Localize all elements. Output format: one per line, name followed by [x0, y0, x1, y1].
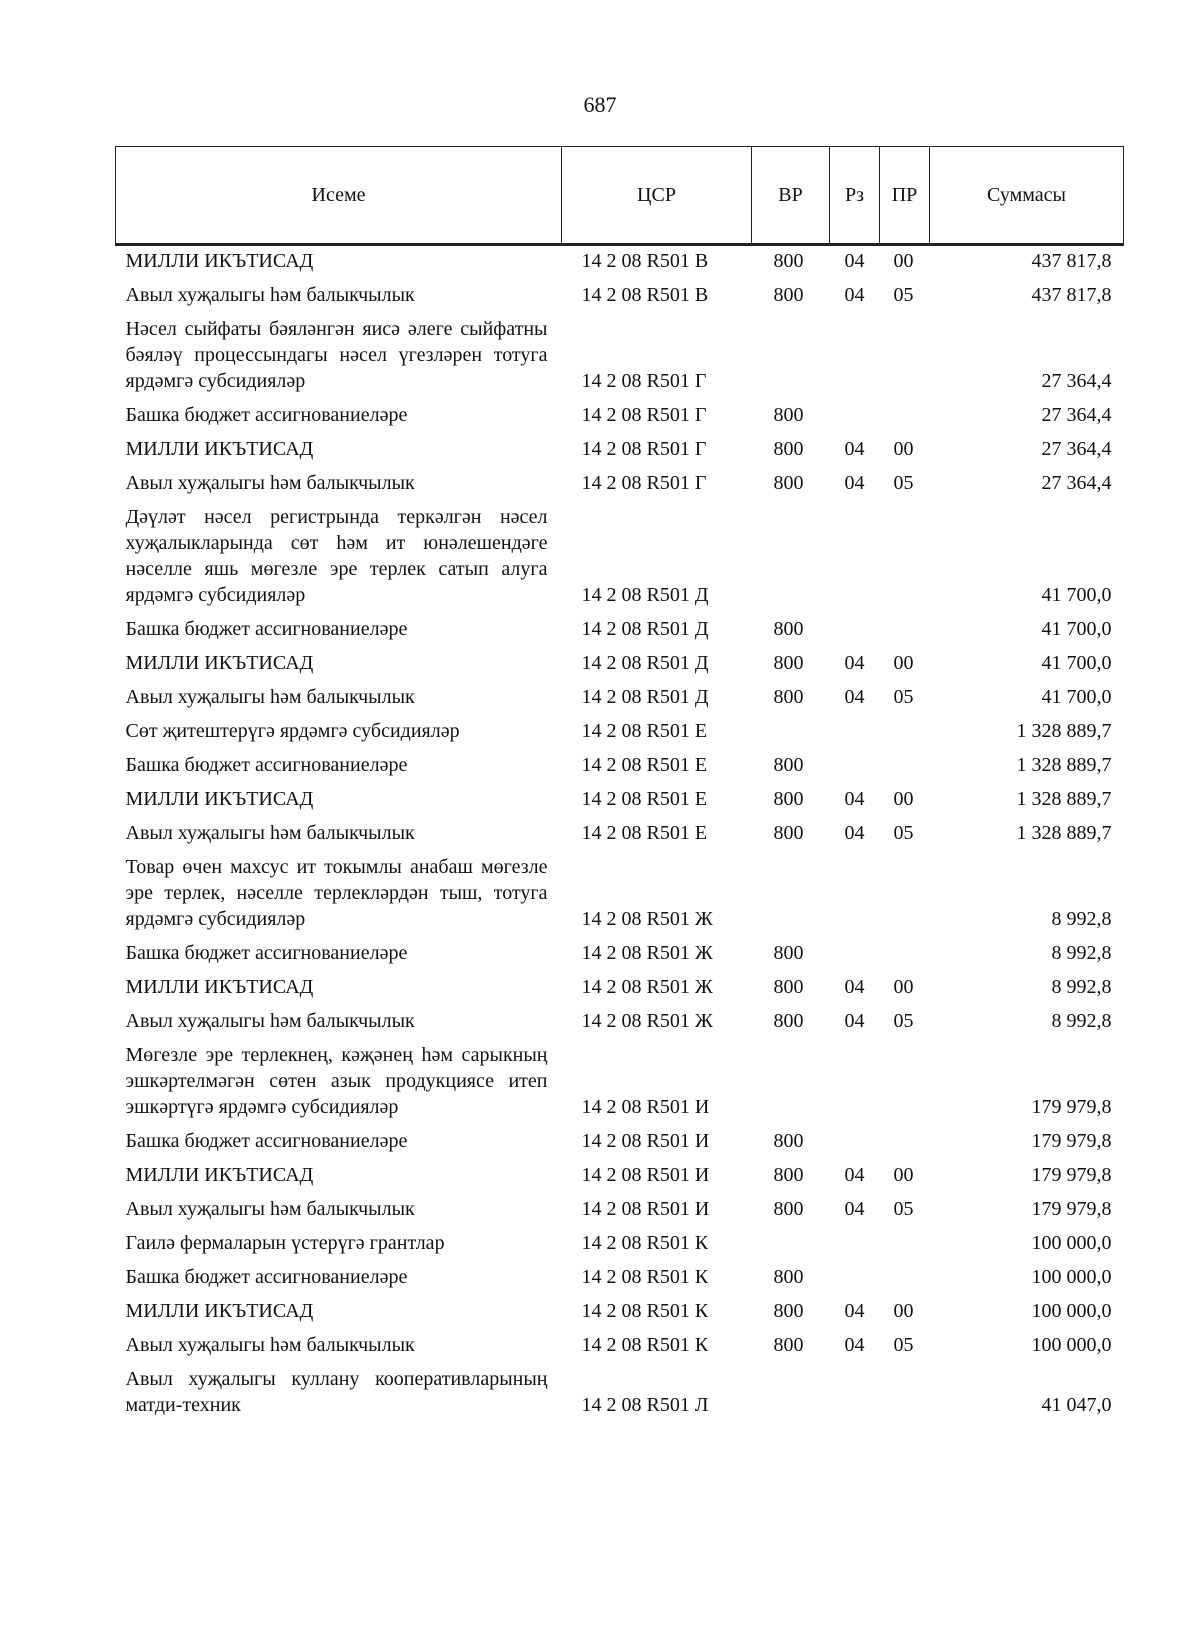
cell-csr: 14 2 08 R501 Г [581, 438, 707, 460]
cell-vr [752, 1226, 830, 1260]
table-row [116, 1328, 1124, 1362]
cell-name: МИЛЛИ ИКЪТИСАД [125, 652, 314, 674]
cell-pr [880, 398, 930, 432]
cell-name: Нәсел сыйфаты бәяләнгән яисә әлеге сыйфатны бәяләү процессындагы нәсел үгезләрен тотуга ярдәмгә субсидияләр [125, 318, 548, 392]
cell-name: Товар өчен махсус ит токымлы анабаш мөгезле эре терлек, нәселле терлекләрдән тыш, тотуга ярдәмгә субсидияләр [125, 856, 548, 930]
budget-table [115, 146, 1124, 1422]
header-vr: ВР [752, 147, 830, 245]
header-name: Исеме [116, 147, 562, 245]
table-row [116, 646, 1124, 680]
cell-rz [830, 398, 880, 432]
cell-rz: 04 [844, 250, 865, 272]
cell-rz: 04 [844, 472, 865, 494]
cell-csr: 14 2 08 R501 Е [581, 754, 708, 776]
cell-vr: 800 [773, 618, 804, 640]
cell-vr: 800 [773, 1266, 804, 1288]
cell-vr: 800 [773, 942, 804, 964]
cell-pr [880, 1038, 930, 1124]
cell-vr: 800 [773, 754, 804, 776]
cell-name: МИЛЛИ ИКЪТИСАД [125, 250, 314, 272]
cell-vr [752, 312, 830, 398]
cell-vr [752, 500, 830, 612]
cell-sum: 100 000,0 [1031, 1300, 1112, 1322]
cell-vr: 800 [773, 1198, 804, 1220]
table-row [116, 612, 1124, 646]
cell-sum: 41 700,0 [1041, 584, 1112, 606]
cell-pr: 05 [893, 1334, 914, 1356]
cell-vr: 800 [773, 1164, 804, 1186]
cell-pr [880, 850, 930, 936]
table-header [116, 147, 1124, 245]
cell-vr: 800 [773, 1130, 804, 1152]
cell-pr [880, 612, 930, 646]
cell-vr [752, 1038, 830, 1124]
cell-rz: 04 [844, 1164, 865, 1186]
cell-csr: 14 2 08 R501 В [581, 250, 709, 272]
cell-vr [752, 1362, 830, 1422]
cell-sum: 1 328 889,7 [1016, 822, 1112, 844]
cell-name: МИЛЛИ ИКЪТИСАД [125, 788, 314, 810]
cell-sum: 8 992,8 [1051, 908, 1112, 930]
cell-rz [830, 1260, 880, 1294]
cell-csr: 14 2 08 R501 Д [581, 686, 709, 708]
cell-csr: 14 2 08 R501 Г [581, 404, 707, 426]
cell-name: Сөт җитештерүгә ярдәмгә субсидияләр [125, 720, 460, 742]
cell-sum: 437 817,8 [1031, 250, 1112, 272]
cell-csr: 14 2 08 R501 Ж [581, 908, 713, 930]
cell-name: Башка бюджет ассигнованиеләре [125, 754, 408, 776]
cell-sum: 8 992,8 [1051, 976, 1112, 998]
cell-vr: 800 [773, 822, 804, 844]
header-pr: ПР [880, 147, 930, 245]
table-row [116, 466, 1124, 500]
cell-pr: 00 [893, 250, 914, 272]
cell-name: МИЛЛИ ИКЪТИСАД [125, 1300, 314, 1322]
cell-vr [752, 850, 830, 936]
cell-name: Мөгезле эре терлекнең, кәҗәнең һәм сарыкның эшкәртелмәгән сөтен азык продукциясе итеп эшкәртүгә ярдәмгә субсидияләр [125, 1044, 548, 1118]
cell-pr [880, 936, 930, 970]
cell-rz [830, 500, 880, 612]
cell-csr: 14 2 08 R501 К [581, 1300, 709, 1322]
cell-sum: 1 328 889,7 [1016, 788, 1112, 810]
cell-pr [880, 748, 930, 782]
cell-sum: 100 000,0 [1031, 1266, 1112, 1288]
table-row [116, 278, 1124, 312]
cell-rz: 04 [844, 976, 865, 998]
cell-csr: 14 2 08 R501 К [581, 1232, 709, 1254]
cell-pr: 05 [893, 1010, 914, 1032]
cell-rz: 04 [844, 652, 865, 674]
cell-name: Башка бюджет ассигнованиеләре [125, 404, 408, 426]
cell-name: Авыл хуҗалыгы һәм балыкчылык [125, 1334, 415, 1356]
cell-name: Авыл хуҗалыгы һәм балыкчылык [125, 686, 415, 708]
cell-name: Башка бюджет ассигнованиеләре [125, 618, 408, 640]
cell-csr: 14 2 08 R501 И [581, 1164, 710, 1186]
cell-csr: 14 2 08 R501 Г [581, 370, 707, 392]
table-row [116, 714, 1124, 748]
cell-sum: 179 979,8 [1031, 1096, 1112, 1118]
table-row [116, 1226, 1124, 1260]
cell-pr [880, 312, 930, 398]
cell-rz [830, 748, 880, 782]
cell-csr: 14 2 08 R501 Д [581, 584, 709, 606]
cell-csr: 14 2 08 R501 К [581, 1334, 709, 1356]
table-row [116, 312, 1124, 398]
cell-rz [830, 1124, 880, 1158]
cell-vr: 800 [773, 472, 804, 494]
cell-vr: 800 [773, 1300, 804, 1322]
table-row [116, 1158, 1124, 1192]
header-csr: ЦСР [562, 147, 752, 245]
cell-vr: 800 [773, 1010, 804, 1032]
cell-sum: 27 364,4 [1041, 370, 1112, 392]
cell-sum: 41 047,0 [1041, 1394, 1112, 1416]
cell-vr: 800 [773, 652, 804, 674]
cell-pr [880, 1260, 930, 1294]
cell-pr: 05 [893, 822, 914, 844]
cell-sum: 27 364,4 [1041, 472, 1112, 494]
cell-sum: 27 364,4 [1041, 404, 1112, 426]
cell-rz [830, 312, 880, 398]
cell-pr: 05 [893, 472, 914, 494]
cell-csr: 14 2 08 R501 Е [581, 788, 708, 810]
table-row [116, 1004, 1124, 1038]
table-row [116, 398, 1124, 432]
cell-name: МИЛЛИ ИКЪТИСАД [125, 438, 314, 460]
cell-rz: 04 [844, 438, 865, 460]
cell-rz [830, 936, 880, 970]
table-row [116, 816, 1124, 850]
cell-sum: 41 700,0 [1041, 686, 1112, 708]
cell-csr: 14 2 08 R501 Е [581, 822, 708, 844]
cell-sum: 41 700,0 [1041, 652, 1112, 674]
cell-pr: 00 [893, 976, 914, 998]
page-number: 687 [583, 92, 617, 117]
cell-rz: 04 [844, 1300, 865, 1322]
cell-pr [880, 500, 930, 612]
cell-csr: 14 2 08 R501 В [581, 284, 709, 306]
cell-sum: 179 979,8 [1031, 1198, 1112, 1220]
table-row [116, 936, 1124, 970]
cell-rz [830, 1362, 880, 1422]
cell-pr: 00 [893, 438, 914, 460]
cell-name: Авыл хуҗалыгы һәм балыкчылык [125, 1198, 415, 1220]
cell-rz: 04 [844, 822, 865, 844]
cell-pr: 05 [893, 284, 914, 306]
cell-name: Авыл хуҗалыгы һәм балыкчылык [125, 472, 415, 494]
cell-rz [830, 850, 880, 936]
cell-pr: 05 [893, 1198, 914, 1220]
cell-vr: 800 [773, 438, 804, 460]
cell-name: МИЛЛИ ИКЪТИСАД [125, 1164, 314, 1186]
cell-name: Авыл хуҗалыгы һәм балыкчылык [125, 284, 415, 306]
cell-name: Гаилә фермаларын үстерүгә грантлар [125, 1232, 445, 1254]
cell-rz: 04 [844, 1334, 865, 1356]
table-row [116, 432, 1124, 466]
cell-rz [830, 1038, 880, 1124]
cell-name: Башка бюджет ассигнованиеләре [125, 1266, 408, 1288]
cell-csr: 14 2 08 R501 И [581, 1096, 710, 1118]
cell-name: Башка бюджет ассигнованиеләре [125, 942, 408, 964]
cell-csr: 14 2 08 R501 Е [581, 720, 708, 742]
table-row [116, 1038, 1124, 1124]
cell-vr: 800 [773, 788, 804, 810]
header-sum: Суммасы [930, 147, 1124, 245]
table-row [116, 1362, 1124, 1422]
cell-sum: 100 000,0 [1031, 1232, 1112, 1254]
cell-csr: 14 2 08 R501 Г [581, 472, 707, 494]
table-row [116, 850, 1124, 936]
cell-rz: 04 [844, 1010, 865, 1032]
table-row [116, 500, 1124, 612]
cell-sum: 437 817,8 [1031, 284, 1112, 306]
cell-vr: 800 [773, 250, 804, 272]
cell-vr: 800 [773, 1334, 804, 1356]
table-row [116, 1260, 1124, 1294]
cell-rz [830, 1226, 880, 1260]
cell-csr: 14 2 08 R501 Д [581, 652, 709, 674]
table-row [116, 680, 1124, 714]
cell-csr: 14 2 08 R501 Ж [581, 976, 713, 998]
cell-pr [880, 1124, 930, 1158]
cell-rz [830, 612, 880, 646]
cell-sum: 41 700,0 [1041, 618, 1112, 640]
cell-pr: 00 [893, 652, 914, 674]
table-row [116, 1294, 1124, 1328]
cell-sum: 179 979,8 [1031, 1164, 1112, 1186]
cell-vr: 800 [773, 686, 804, 708]
cell-sum: 8 992,8 [1051, 942, 1112, 964]
cell-vr: 800 [773, 284, 804, 306]
cell-pr [880, 714, 930, 748]
cell-csr: 14 2 08 R501 И [581, 1130, 710, 1152]
cell-name: Авыл хуҗалыгы һәм балыкчылык [125, 1010, 415, 1032]
cell-name: Авыл хуҗалыгы һәм балыкчылык [125, 822, 415, 844]
cell-rz: 04 [844, 788, 865, 810]
cell-pr [880, 1226, 930, 1260]
table-row [116, 748, 1124, 782]
table-row [116, 782, 1124, 816]
cell-name: МИЛЛИ ИКЪТИСАД [125, 976, 314, 998]
cell-csr: 14 2 08 R501 Л [581, 1394, 709, 1416]
cell-pr: 05 [893, 686, 914, 708]
table-row [116, 1192, 1124, 1226]
table-row [116, 970, 1124, 1004]
cell-sum: 1 328 889,7 [1016, 720, 1112, 742]
cell-csr: 14 2 08 R501 К [581, 1266, 709, 1288]
cell-csr: 14 2 08 R501 Д [581, 618, 709, 640]
cell-rz [830, 714, 880, 748]
cell-rz: 04 [844, 686, 865, 708]
cell-csr: 14 2 08 R501 Ж [581, 942, 713, 964]
cell-sum: 100 000,0 [1031, 1334, 1112, 1356]
cell-pr: 00 [893, 1300, 914, 1322]
header-rz: Рз [830, 147, 880, 245]
cell-csr: 14 2 08 R501 Ж [581, 1010, 713, 1032]
cell-vr [752, 714, 830, 748]
cell-vr: 800 [773, 976, 804, 998]
cell-pr: 00 [893, 788, 914, 810]
cell-name: Дәүләт нәсел регистрында теркәлгән нәсел хуҗалыкларында сөт һәм ит юнәлешендәге нәселле яшь мөгезле эре терлек сатып алуга ярдәмгә субсидияләр [125, 506, 548, 606]
cell-sum: 27 364,4 [1041, 438, 1112, 460]
cell-sum: 179 979,8 [1031, 1130, 1112, 1152]
cell-sum: 1 328 889,7 [1016, 754, 1112, 776]
cell-name: Авыл хуҗалыгы куллану кооперативларының матди-техник [125, 1368, 548, 1416]
cell-rz: 04 [844, 1198, 865, 1220]
cell-pr: 00 [893, 1164, 914, 1186]
table-row [116, 245, 1124, 279]
cell-vr: 800 [773, 404, 804, 426]
cell-name: Башка бюджет ассигнованиеләре [125, 1130, 408, 1152]
cell-sum: 8 992,8 [1051, 1010, 1112, 1032]
cell-pr [880, 1362, 930, 1422]
cell-csr: 14 2 08 R501 И [581, 1198, 710, 1220]
table-body [116, 245, 1124, 1423]
table-row [116, 1124, 1124, 1158]
cell-rz: 04 [844, 284, 865, 306]
